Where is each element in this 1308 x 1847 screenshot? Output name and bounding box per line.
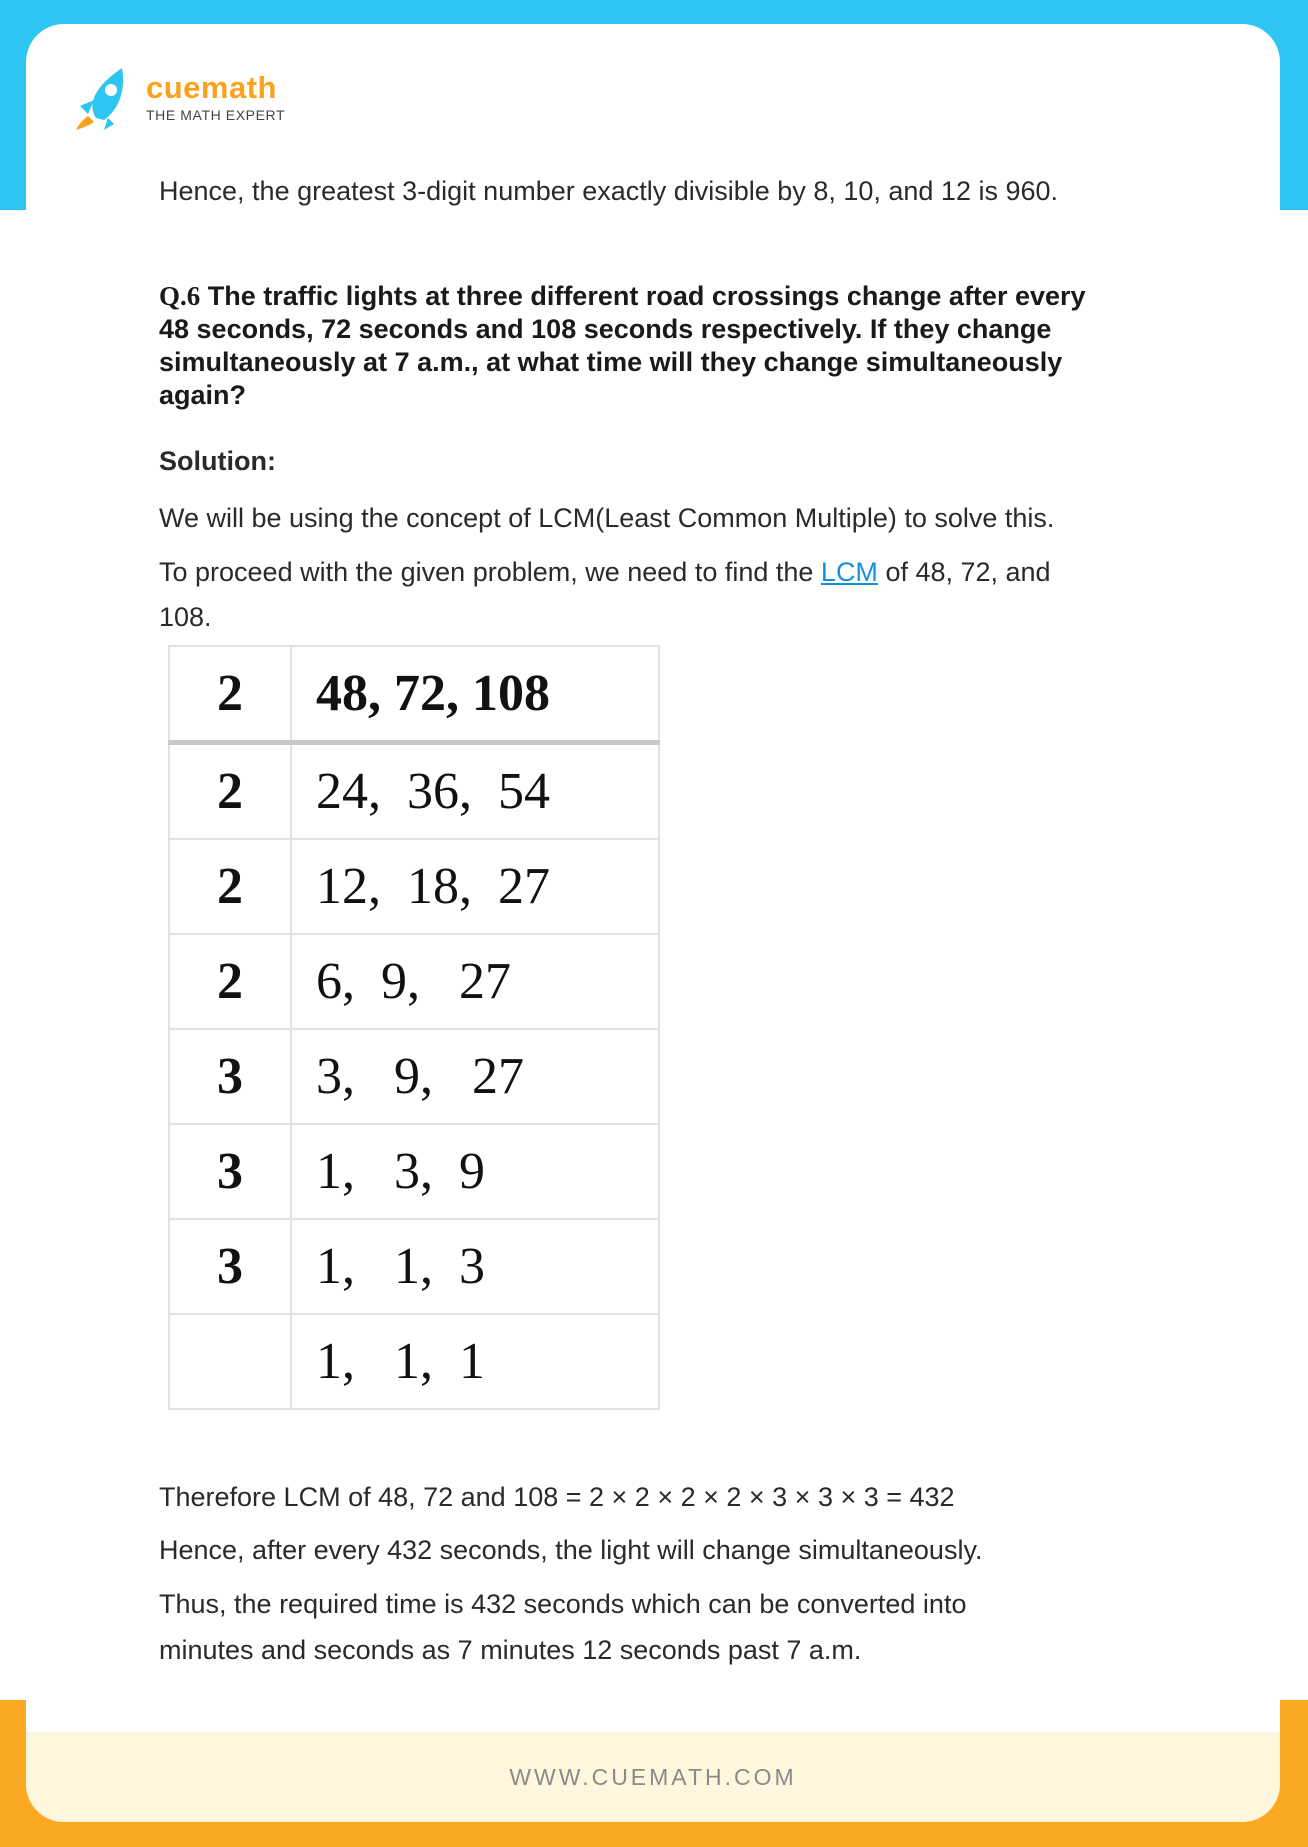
numbers-cell: 1, 3, 9 bbox=[291, 1124, 659, 1219]
brand-name: cuemath bbox=[146, 70, 277, 105]
question-line-1 bbox=[159, 280, 1086, 313]
solution-line-2 bbox=[159, 549, 1051, 596]
divisor-cell bbox=[169, 1314, 291, 1409]
solution-line-2-end: of 48, 72, and bbox=[877, 557, 1051, 587]
numbers-cell: 3, 9, 27 bbox=[291, 1029, 659, 1124]
divisor-cell: 2 bbox=[169, 839, 291, 934]
divisor-cell: 3 bbox=[169, 1029, 291, 1124]
footer-url[interactable]: WWW.CUEMATH.COM bbox=[509, 1763, 797, 1790]
table-row bbox=[169, 1314, 659, 1409]
divisor-cell: 3 bbox=[169, 1124, 291, 1219]
numbers-cell: 48, 72, 108 bbox=[291, 646, 659, 743]
solution-heading: Solution: bbox=[159, 446, 276, 476]
solution-line-3: 108. bbox=[159, 602, 212, 632]
numbers-cell: 6, 9, 27 bbox=[291, 934, 659, 1029]
intro-text: Hence, the greatest 3-digit number exactly divisible by 8, 10, and 12 is 960. bbox=[159, 176, 1059, 206]
table-row bbox=[169, 1219, 659, 1314]
table-row bbox=[169, 839, 659, 934]
divisor-cell: 2 bbox=[169, 743, 291, 840]
table-row bbox=[169, 1029, 659, 1124]
conclusion-line-1: Therefore LCM of 48, 72 and 108 = 2 × 2 × 2 × 2 × 3 × 3 × 3 = 432 bbox=[159, 1482, 955, 1512]
numbers-cell: 1, 1, 1 bbox=[291, 1314, 659, 1409]
solution-line-2-start: To proceed with the given problem, we need to find the bbox=[159, 557, 821, 587]
question-line-2: 48 seconds, 72 seconds and 108 seconds respectively. If they change bbox=[159, 314, 1052, 344]
table-row bbox=[169, 743, 659, 840]
solution-line-1: We will be using the concept of LCM(Least Common Multiple) to solve this. bbox=[159, 503, 1055, 533]
table-row bbox=[169, 646, 659, 743]
divisor-cell: 2 bbox=[169, 646, 291, 743]
footer bbox=[26, 1732, 1280, 1822]
divisor-cell: 3 bbox=[169, 1219, 291, 1314]
table-row bbox=[169, 1124, 659, 1219]
question-line-3: simultaneously at 7 a.m., at what time will they change simultaneously bbox=[159, 347, 1063, 377]
question-text-1: The traffic lights at three different road crossings change after every bbox=[207, 281, 1086, 311]
rocket-icon bbox=[74, 62, 136, 132]
lcm-division-table bbox=[168, 645, 660, 1410]
question-line-4: again? bbox=[159, 380, 247, 410]
conclusion-line-3: Thus, the required time is 432 seconds which can be converted into bbox=[159, 1589, 967, 1619]
numbers-cell: 1, 1, 3 bbox=[291, 1219, 659, 1314]
cuemath-logo[interactable] bbox=[74, 62, 285, 132]
lcm-link[interactable]: LCM bbox=[820, 557, 878, 587]
numbers-cell: 24, 36, 54 bbox=[291, 743, 659, 840]
numbers-cell: 12, 18, 27 bbox=[291, 839, 659, 934]
question-number: Q.6 bbox=[159, 281, 201, 311]
brand-tagline: THE MATH EXPERT bbox=[146, 107, 286, 123]
conclusion-line-2: Hence, after every 432 seconds, the light will change simultaneously. bbox=[159, 1535, 983, 1565]
table-row bbox=[169, 934, 659, 1029]
conclusion-line-4: minutes and seconds as 7 minutes 12 seconds past 7 a.m. bbox=[159, 1635, 862, 1665]
divisor-cell: 2 bbox=[169, 934, 291, 1029]
